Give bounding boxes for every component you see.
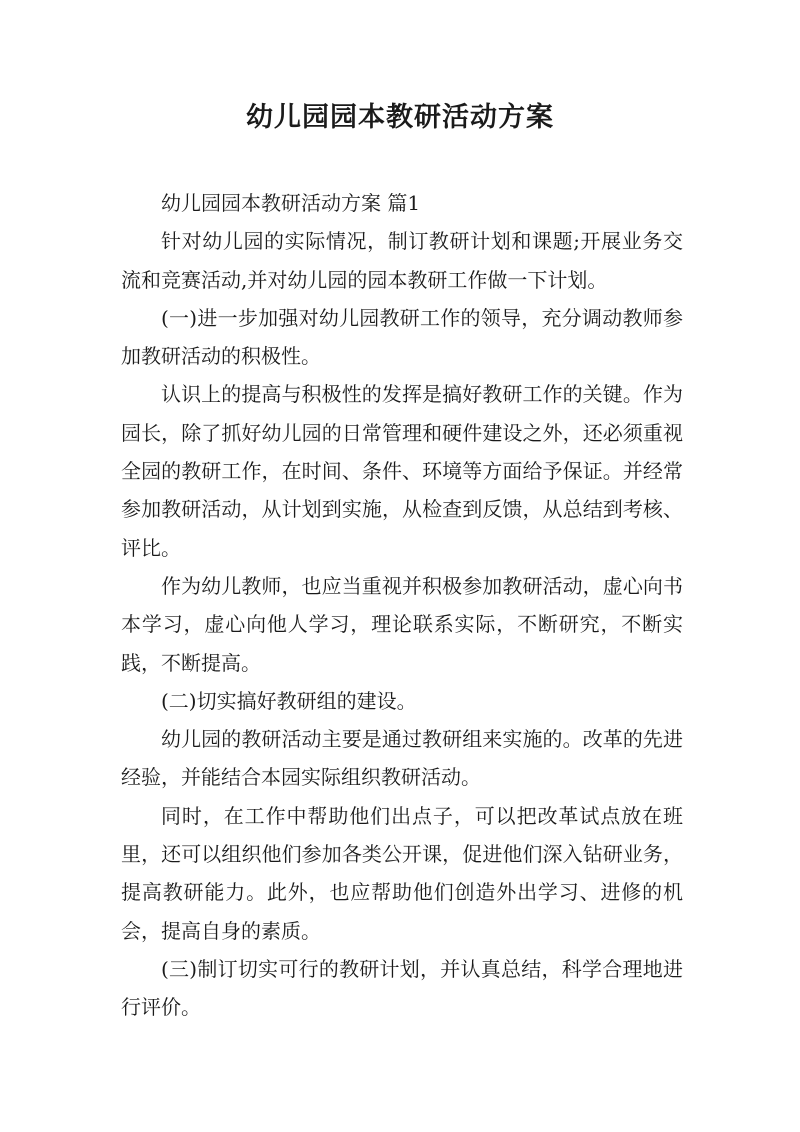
paragraph-section-heading: 幼儿园园本教研活动方案 篇1: [161, 191, 421, 215]
paragraph-point-one: (一)进一步加强对幼儿园教研工作的领导，充分调动教师参加教研活动的积极性。: [121, 305, 683, 369]
paragraph-point-two: (二)切实搞好教研组的建设。: [161, 688, 417, 713]
paragraph: 作为幼儿教师，也应当重视并积极参加教研活动，虚心向书本学习，虚心向他人学习，理论联系实际，不断研究，不断实践，不断提高。: [121, 573, 683, 675]
paragraph: 幼儿园的教研活动主要是通过教研组来实施的。改革的先进经验，并能结合本园实际组织教研活动。: [121, 727, 683, 790]
paragraph-point-three: (三)制订切实可行的教研计划，并认真总结，科学合理地进行评价。: [121, 956, 683, 1020]
paragraph: 同时，在工作中帮助他们出点子，可以把改革试点放在班里，还可以组织他们参加各类公开课，促进他们深入钻研业务，提高教研能力。此外，也应帮助他们创造外出学习、进修的机会，提高自身的素质。: [121, 803, 683, 943]
paragraph: 认识上的提高与积极性的发挥是搞好教研工作的关键。作为园长，除了抓好幼儿园的日常管理和硬件建设之外，还必须重视全园的教研工作，在时间、条件、环境等方面给予保证。并经常参加教研活动，从计划到实施，从检查到反馈，从总结到考核、评比。: [121, 382, 683, 560]
paragraph: 针对幼儿园的实际情况，制订教研计划和课题;开展业务交流和竞赛活动,并对幼儿园的园本教研工作做一下计划。: [121, 229, 683, 292]
document-body: [121, 184, 683, 1027]
document-title: 幼儿园园本教研活动方案: [246, 102, 554, 133]
